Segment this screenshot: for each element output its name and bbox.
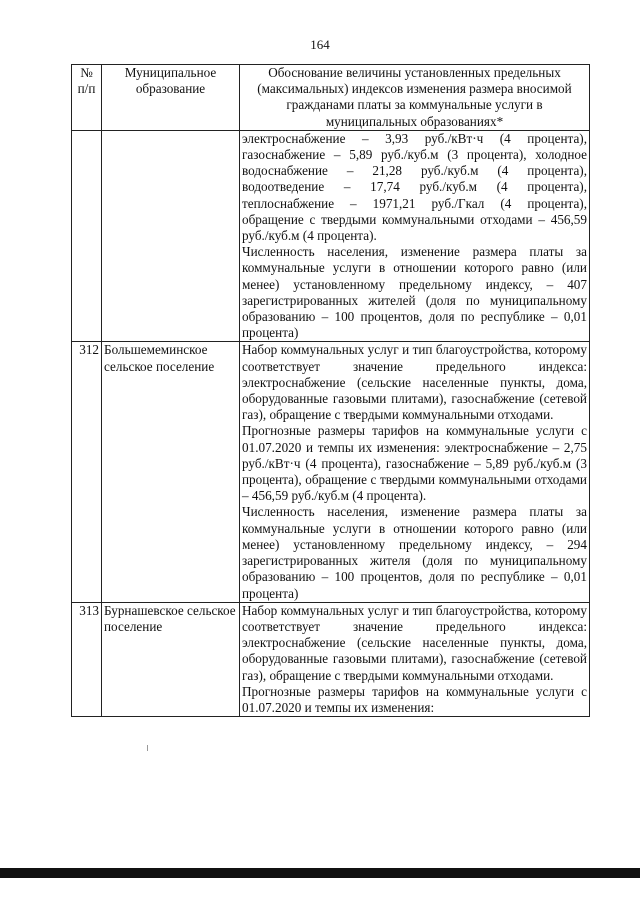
row-municipality: Большемеминское сельское поселение <box>102 342 240 602</box>
paragraph: Набор коммунальных услуг и тип благоустройства, которому соответствует значение предельного индекса: электроснабжение (сельские населенные пункты, дома, оборудованные газовыми плитами), газоснабжение (сетевой газ), обращение с твердыми коммунальными отходами. <box>242 342 587 423</box>
table-header-row <box>72 65 590 131</box>
header-justification: Обоснование величины установленных предельных (максимальных) индексов изменения размера вносимой гражданами платы за коммунальные услуги в муниципальных образованиях* <box>240 65 590 131</box>
row-municipality <box>102 130 240 342</box>
header-municipality: Муниципальное образование <box>102 65 240 131</box>
row-number: 313 <box>72 602 102 716</box>
row-number: 312 <box>72 342 102 602</box>
tariff-table <box>71 64 590 717</box>
paragraph: электроснабжение – 3,93 руб./кВт·ч (4 процента), газоснабжение – 5,89 руб./куб.м (3 процента), холодное водоснабжение – 21,28 руб./куб.м (4 процента), водоотведение – 17,74 руб./куб.м (4 процента), теплоснабжение – 1971,21 руб./Гкал (4 процента), обращение с твердыми коммунальными отходами – 456,59 руб./куб.м (4 процента). <box>242 130 587 244</box>
row-justification <box>240 602 590 716</box>
paragraph: Набор коммунальных услуг и тип благоустройства, которому соответствует значение предельного индекса: электроснабжение (сельские населенные пункты, дома, оборудованные газовыми плитами), газоснабжение (сетевой газ), обращение с твердыми коммунальными отходами. <box>242 602 587 683</box>
table-row <box>72 342 590 602</box>
row-number <box>72 130 102 342</box>
table-row <box>72 602 590 716</box>
page-number: 164 <box>310 37 330 52</box>
paragraph: Численность населения, изменение размера платы за коммунальные услуги в отношении которого равно (или менее) установленному предельному индексу, – 294 зарегистрированных жителя (доля по муниципальному образованию – 100 процентов, доля по республике – 0,01 процента) <box>242 504 587 601</box>
row-justification <box>240 130 590 342</box>
scan-edge-bar <box>0 868 640 878</box>
table-row <box>72 130 590 342</box>
paragraph: Численность населения, изменение размера платы за коммунальные услуги в отношении которого равно (или менее) установленному предельному индексу, – 407 зарегистрированных жителей (доля по муниципальному образованию – 100 процентов, доля по республике – 0,01 процента) <box>242 244 587 341</box>
row-municipality: Бурнашевское сельское поселение <box>102 602 240 716</box>
row-justification <box>240 342 590 602</box>
paragraph: Прогнозные размеры тарифов на коммунальные услуги с 01.07.2020 и темпы их изменения: электроснабжение – 2,75 руб./кВт·ч (4 процента), газоснабжение – 5,89 руб./куб.м (3 процента), обращение с твердыми коммунальными отходами – 456,59 руб./куб.м (4 процента). <box>242 423 587 504</box>
paragraph: Прогнозные размеры тарифов на коммунальные услуги с 01.07.2020 и темпы их изменения: <box>242 683 587 715</box>
header-number: № п/п <box>72 65 102 131</box>
scan-mark <box>147 745 148 751</box>
